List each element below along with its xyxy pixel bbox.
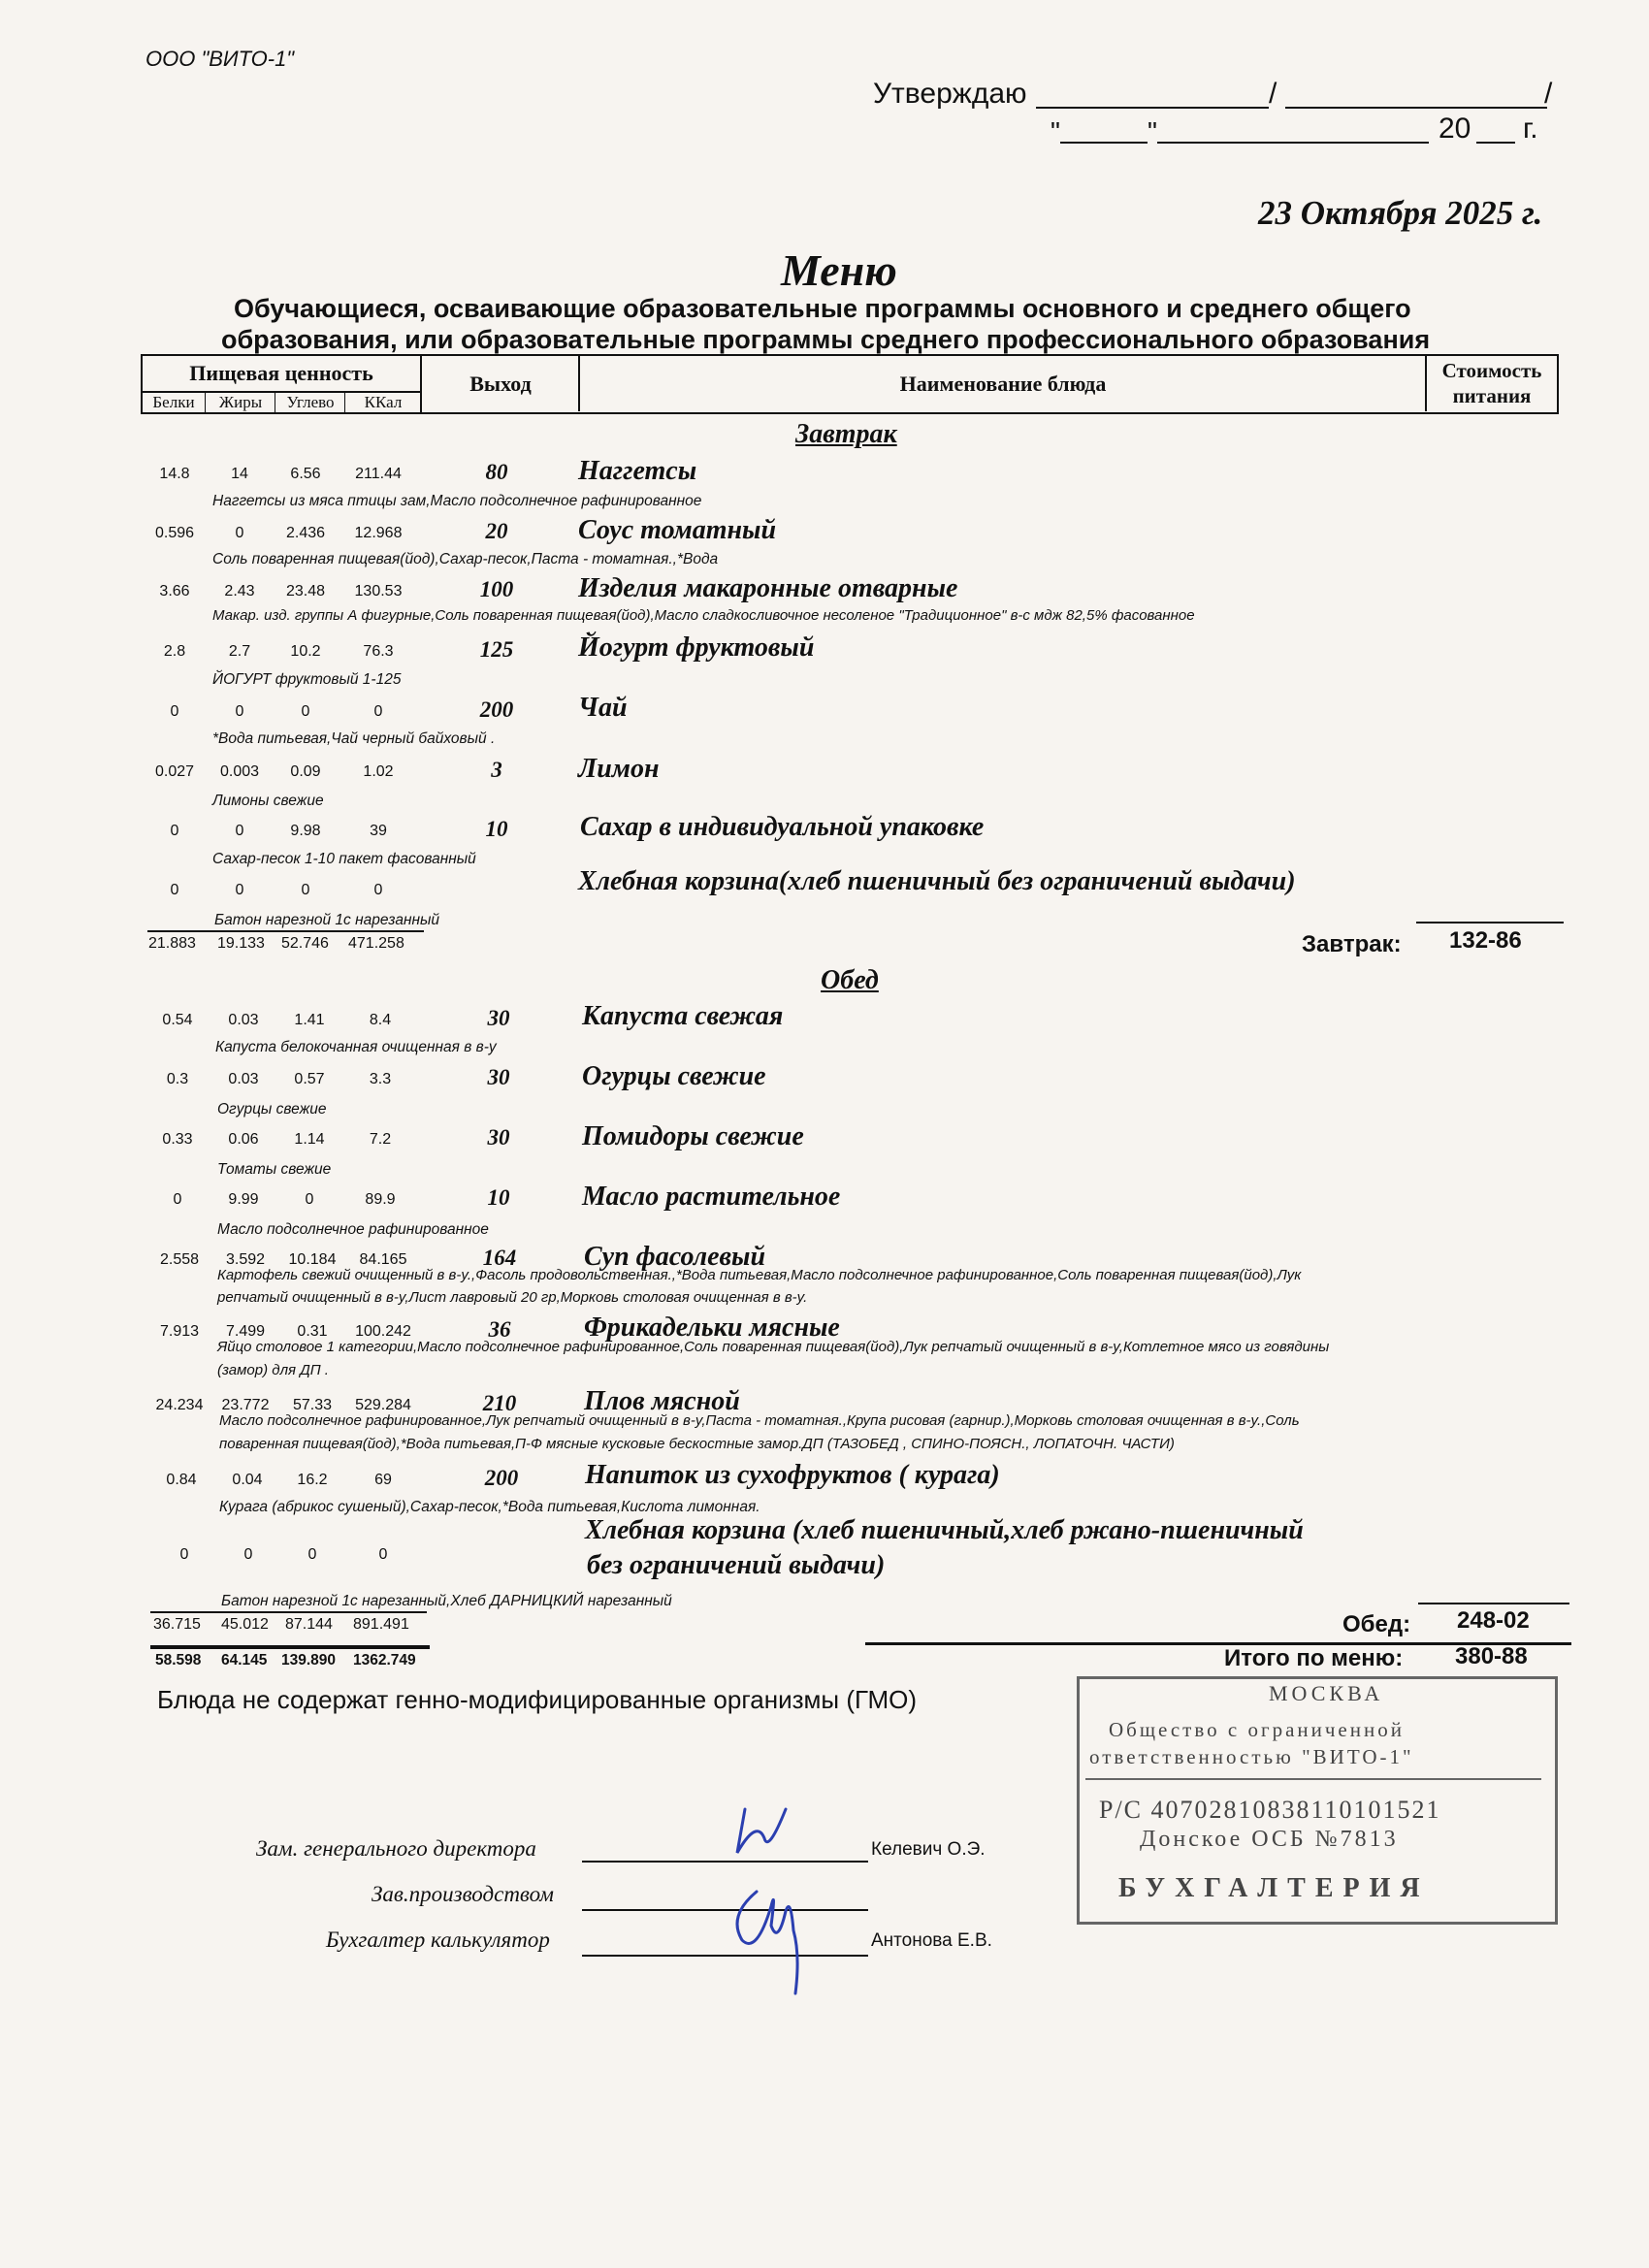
lunch-8-fats: 0 — [243, 1546, 253, 1563]
signature-role-0: Зам. генерального директора — [256, 1836, 536, 1861]
lunch-3-proteins: 0 — [173, 1191, 182, 1208]
stamp-line-2: Общество с ограниченной — [1109, 1718, 1405, 1741]
lunch-0-ingredients: Капуста белокочанная очищенная в в-у — [215, 1039, 497, 1055]
breakfast-6-kcal: 39 — [370, 823, 387, 839]
breakfast-4-carbs: 0 — [301, 703, 310, 720]
lunch-6-output: 210 — [482, 1391, 517, 1415]
breakfast-4-output: 200 — [479, 697, 514, 722]
header-cost-line2: питания — [1452, 384, 1532, 407]
header-dish-name: Наименование блюда — [581, 356, 1427, 411]
gmo-note: Блюда не содержат генно-модифицированные организмы (ГМО) — [157, 1685, 917, 1714]
approve-year-prefix: 20 — [1439, 113, 1471, 145]
subtitle-line-2: образования, или образовательные программы среднего профессионального образования — [221, 325, 1431, 354]
breakfast-1-name: Соус томатный — [578, 515, 777, 545]
lunch-4-name: Суп фасолевый — [584, 1242, 766, 1272]
breakfast-2-kcal: 130.53 — [354, 583, 403, 599]
grand-total-label: Итого по меню: — [1224, 1645, 1404, 1671]
breakfast-total-fats: 19.133 — [217, 935, 265, 952]
lunch-2-output: 30 — [487, 1125, 510, 1150]
header-fats: Жиры — [207, 392, 275, 413]
breakfast-5-kcal: 1.02 — [363, 763, 394, 780]
lunch-0-name: Капуста свежая — [582, 1001, 784, 1031]
lunch-0-proteins: 0.54 — [162, 1012, 193, 1028]
breakfast-4-fats: 0 — [235, 703, 244, 720]
lunch-4-fats: 3.592 — [225, 1251, 266, 1268]
stamp-bank: Донское ОСБ №7813 — [1140, 1827, 1399, 1852]
lunch-8-proteins: 0 — [179, 1546, 189, 1563]
breakfast-total-proteins: 21.883 — [148, 935, 196, 952]
grand-total-proteins: 58.598 — [155, 1652, 202, 1669]
lunch-total-fats: 45.012 — [221, 1616, 269, 1633]
breakfast-7-proteins: 0 — [170, 882, 179, 898]
signature-role-2: Бухгалтер калькулятор — [326, 1928, 550, 1952]
breakfast-0-name: Наггетсы — [578, 456, 697, 486]
header-output: Выход — [423, 356, 580, 411]
header-nutrition: Пищевая ценность — [143, 356, 422, 393]
lunch-8-name-2: без ограничений выдачи) — [587, 1550, 886, 1580]
signature-name-2: Антонова Е.В. — [871, 1930, 992, 1951]
lunch-6-ingredients: Масло подсолнечное рафинированное,Лук репчатый очищенный в в-у,Паста - томатная.,Крупа рисовая (гарнир.),Морковь столовая очищенная в в-у.,Соль — [219, 1412, 1300, 1429]
grand-total-fats: 64.145 — [221, 1652, 268, 1669]
breakfast-3-kcal: 76.3 — [363, 643, 394, 660]
breakfast-0-proteins: 14.8 — [159, 466, 190, 482]
header-cost-line1: Стоимость — [1441, 359, 1542, 382]
lunch-4-ingredients: Картофель свежий очищенный в в-у.,Фасоль продовольственная.,*Вода питьевая,Масло подсолнечное рафинированное,Соль поваренная пищевая(йод),Лук — [217, 1267, 1302, 1283]
breakfast-0-fats: 14 — [231, 466, 248, 482]
breakfast-2-ingredients: Макар. изд. группы А фигурные,Соль поваренная пищевая(йод),Масло сладкосливочное несоленое "Традиционное" в-с мдж 82,5% фасованное — [212, 607, 1195, 624]
lunch-1-output: 30 — [487, 1065, 510, 1089]
breakfast-5-output: 3 — [491, 758, 502, 782]
lunch-8-kcal: 0 — [378, 1546, 388, 1563]
breakfast-total-label: Завтрак: — [1302, 931, 1402, 957]
subtitle-line-1: Обучающиеся, осваивающие образовательные программы основного и среднего общего — [234, 294, 1411, 323]
lunch-3-fats: 9.99 — [228, 1191, 259, 1208]
approve-slash: / — [1269, 78, 1277, 110]
stamp-divider — [1085, 1778, 1541, 1780]
table-header — [141, 354, 1559, 414]
breakfast-3-proteins: 2.8 — [163, 643, 186, 660]
lunch-totals-rule — [150, 1611, 427, 1613]
lunch-0-carbs: 1.41 — [294, 1012, 325, 1028]
header-proteins: Белки — [143, 392, 206, 413]
lunch-7-ingredients: Курага (абрикос сушеный),Сахар-песок,*Вода питьевая,Кислота лимонная. — [219, 1499, 760, 1515]
lunch-3-name: Масло растительное — [582, 1182, 841, 1212]
handwritten-signature — [718, 1799, 824, 2023]
grand-total-value: 380-88 — [1455, 1643, 1528, 1669]
approve-line-2 — [1285, 107, 1547, 109]
lunch-6-kcal: 529.284 — [355, 1397, 411, 1413]
lunch-5-output: 36 — [488, 1317, 511, 1342]
lunch-2-fats: 0.06 — [228, 1131, 259, 1148]
approve-line-1 — [1036, 107, 1269, 109]
breakfast-3-name: Йогурт фруктовый — [578, 632, 815, 663]
signature-role-1: Зав.производством — [372, 1882, 554, 1906]
header-kcal: ККал — [346, 392, 422, 413]
lunch-total-value: 248-02 — [1457, 1607, 1530, 1634]
breakfast-4-ingredients: *Вода питьевая,Чай черный байховый . — [212, 730, 496, 747]
lunch-total-proteins: 36.715 — [153, 1616, 201, 1633]
company-stamp — [1077, 1676, 1558, 1925]
lunch-5-ingredients: Яйцо столовое 1 категории,Масло подсолнечное рафинированное,Соль поваренная пищевая(йод),Лук репчатый очищенный в в-у,Котлетное мясо из говядины — [217, 1339, 1330, 1355]
lunch-1-carbs: 0.57 — [294, 1071, 325, 1087]
lunch-6-carbs: 57.33 — [292, 1397, 333, 1413]
section-lunch-title: Обед — [821, 965, 879, 995]
stamp-line-3: ответственностью "ВИТО-1" — [1089, 1745, 1414, 1768]
page-title: Меню — [781, 245, 897, 295]
breakfast-1-kcal: 12.968 — [354, 525, 403, 541]
lunch-8-name: Хлебная корзина (хлеб пшеничный,хлеб ржано-пшеничный — [585, 1515, 1304, 1545]
breakfast-3-ingredients: ЙОГУРТ фруктовый 1-125 — [212, 671, 402, 688]
breakfast-1-proteins: 0.596 — [154, 525, 195, 541]
stamp-account: Р/С 40702810838110101521 — [1099, 1796, 1441, 1824]
lunch-2-proteins: 0.33 — [162, 1131, 193, 1148]
breakfast-cost-rule — [1416, 922, 1564, 923]
lunch-3-carbs: 0 — [305, 1191, 314, 1208]
lunch-5-kcal: 100.242 — [355, 1323, 411, 1340]
breakfast-6-ingredients: Сахар-песок 1-10 пакет фасованный — [212, 851, 476, 867]
grand-totals-rule — [150, 1645, 430, 1649]
breakfast-total-kcal: 471.258 — [348, 935, 404, 952]
lunch-7-fats: 0.04 — [232, 1472, 263, 1488]
lunch-3-kcal: 89.9 — [365, 1191, 396, 1208]
lunch-4-kcal: 84.165 — [359, 1251, 407, 1268]
lunch-3-output: 10 — [487, 1185, 510, 1210]
lunch-5-carbs: 0.31 — [297, 1323, 328, 1340]
breakfast-1-output: 20 — [485, 519, 508, 543]
breakfast-7-fats: 0 — [235, 882, 244, 898]
approve-quote-close: " — [1148, 116, 1157, 146]
breakfast-total-value: 132-86 — [1449, 927, 1522, 954]
lunch-1-fats: 0.03 — [228, 1071, 259, 1087]
breakfast-5-name: Лимон — [578, 754, 660, 784]
breakfast-6-fats: 0 — [235, 823, 244, 839]
breakfast-7-ingredients: Батон нарезной 1с нарезанный — [214, 912, 440, 928]
header-carbs: Углево — [276, 392, 345, 413]
breakfast-7-carbs: 0 — [301, 882, 310, 898]
approve-year-line — [1476, 142, 1515, 144]
breakfast-0-ingredients: Наггетсы из мяса птицы зам,Масло подсолнечное рафинированное — [212, 493, 702, 509]
approve-label: Утверждаю — [873, 78, 1027, 110]
breakfast-5-carbs: 0.09 — [290, 763, 321, 780]
breakfast-6-name: Сахар в индивидуальной упаковке — [580, 812, 985, 842]
lunch-7-output: 200 — [484, 1466, 519, 1490]
lunch-7-kcal: 69 — [374, 1472, 392, 1488]
lunch-total-kcal: 891.491 — [353, 1616, 409, 1633]
lunch-5-fats: 7.499 — [225, 1323, 266, 1340]
stamp-department: БУХГАЛТЕРИЯ — [1118, 1873, 1430, 1903]
lunch-5-name: Фрикадельки мясные — [584, 1312, 840, 1343]
lunch-2-kcal: 7.2 — [369, 1131, 392, 1148]
lunch-2-ingredients: Томаты свежие — [217, 1161, 332, 1178]
lunch-0-kcal: 8.4 — [369, 1012, 392, 1028]
breakfast-1-ingredients: Соль поваренная пищевая(йод),Сахар-песок,Паста - томатная.,*Вода — [212, 551, 719, 567]
lunch-6-fats: 23.772 — [221, 1397, 270, 1413]
breakfast-5-ingredients: Лимоны свежие — [212, 793, 324, 809]
lunch-1-ingredients: Огурцы свежие — [217, 1101, 327, 1118]
lunch-total-label: Обед: — [1342, 1611, 1411, 1637]
approve-month-line — [1157, 142, 1429, 144]
lunch-5-proteins: 7.913 — [159, 1323, 200, 1340]
breakfast-2-output: 100 — [479, 577, 514, 601]
lunch-7-name: Напиток из сухофруктов ( курага) — [585, 1460, 1000, 1490]
breakfast-2-carbs: 23.48 — [285, 583, 326, 599]
lunch-4-carbs: 10.184 — [288, 1251, 337, 1268]
breakfast-4-name: Чай — [578, 693, 628, 723]
lunch-0-output: 30 — [487, 1006, 510, 1030]
lunch-4-proteins: 2.558 — [159, 1251, 200, 1268]
breakfast-3-fats: 2.7 — [228, 643, 251, 660]
breakfast-0-carbs: 6.56 — [290, 466, 321, 482]
breakfast-4-proteins: 0 — [170, 703, 179, 720]
breakfast-1-fats: 0 — [235, 525, 244, 541]
breakfast-6-output: 10 — [485, 817, 508, 841]
lunch-6-proteins: 24.234 — [155, 1397, 204, 1413]
breakfast-1-carbs: 2.436 — [285, 525, 326, 541]
menu-date: 23 Октября 2025 г. — [1258, 194, 1543, 232]
lunch-0-fats: 0.03 — [228, 1012, 259, 1028]
stamp-city: МОСКВА — [1269, 1681, 1384, 1705]
lunch-8-carbs: 0 — [307, 1546, 317, 1563]
lunch-4-ingredients-2: репчатый очищенный в в-у,Лист лавровый 20 гр,Морковь столовая очищенная в в-у. — [217, 1289, 808, 1306]
breakfast-2-proteins: 3.66 — [159, 583, 190, 599]
approve-slash-end: / — [1544, 78, 1553, 110]
lunch-total-carbs: 87.144 — [285, 1616, 333, 1633]
breakfast-7-name: Хлебная корзина(хлеб пшеничный без ограничений выдачи) — [578, 866, 1296, 896]
header-cost — [1428, 358, 1556, 408]
breakfast-total-carbs: 52.746 — [281, 935, 329, 952]
approve-quote-open: " — [1051, 116, 1060, 146]
lunch-2-carbs: 1.14 — [294, 1131, 325, 1148]
lunch-1-kcal: 3.3 — [369, 1071, 392, 1087]
breakfast-2-name: Изделия макаронные отварные — [578, 573, 958, 603]
breakfast-2-fats: 2.43 — [224, 583, 255, 599]
lunch-1-proteins: 0.3 — [166, 1071, 189, 1087]
breakfast-6-proteins: 0 — [170, 823, 179, 839]
approve-year-suffix: г. — [1523, 113, 1538, 145]
breakfast-7-kcal: 0 — [373, 882, 383, 898]
section-breakfast-title: Завтрак — [795, 419, 897, 449]
lunch-8-ingredients: Батон нарезной 1с нарезанный,Хлеб ДАРНИЦКИЙ нарезанный — [221, 1593, 672, 1609]
lunch-5-ingredients-2: (замор) для ДП . — [217, 1362, 329, 1378]
breakfast-3-carbs: 10.2 — [290, 643, 321, 660]
breakfast-5-fats: 0.003 — [219, 763, 260, 780]
lunch-3-ingredients: Масло подсолнечное рафинированное — [217, 1221, 489, 1238]
lunch-6-name: Плов мясной — [584, 1386, 740, 1416]
breakfast-totals-rule — [147, 930, 424, 932]
lunch-1-name: Огурцы свежие — [582, 1061, 766, 1091]
grand-total-kcal: 1362.749 — [353, 1652, 416, 1669]
signature-name-0: Келевич О.Э. — [871, 1839, 986, 1860]
lunch-4-output: 164 — [482, 1246, 517, 1270]
breakfast-6-carbs: 9.98 — [290, 823, 321, 839]
breakfast-3-output: 125 — [479, 637, 514, 662]
lunch-cost-rule — [1418, 1603, 1569, 1604]
lunch-6-ingredients-2: поваренная пищевая(йод),*Вода питьевая,П-Ф мясные кусковые бескостные замор.ДП (ТАЗОБЕД , СПИНО-ПОЯСН., ЛОПАТОЧН. ЧАСТИ) — [219, 1436, 1175, 1452]
approve-day-line — [1060, 142, 1148, 144]
lunch-7-proteins: 0.84 — [166, 1472, 197, 1488]
company-name: ООО "ВИТО-1" — [146, 47, 295, 71]
breakfast-0-kcal: 211.44 — [355, 466, 402, 482]
grand-total-carbs: 139.890 — [281, 1652, 337, 1669]
breakfast-5-proteins: 0.027 — [154, 763, 195, 780]
lunch-7-carbs: 16.2 — [297, 1472, 328, 1488]
breakfast-4-kcal: 0 — [373, 703, 383, 720]
breakfast-0-output: 80 — [485, 460, 508, 484]
lunch-2-name: Помидоры свежие — [582, 1121, 804, 1151]
